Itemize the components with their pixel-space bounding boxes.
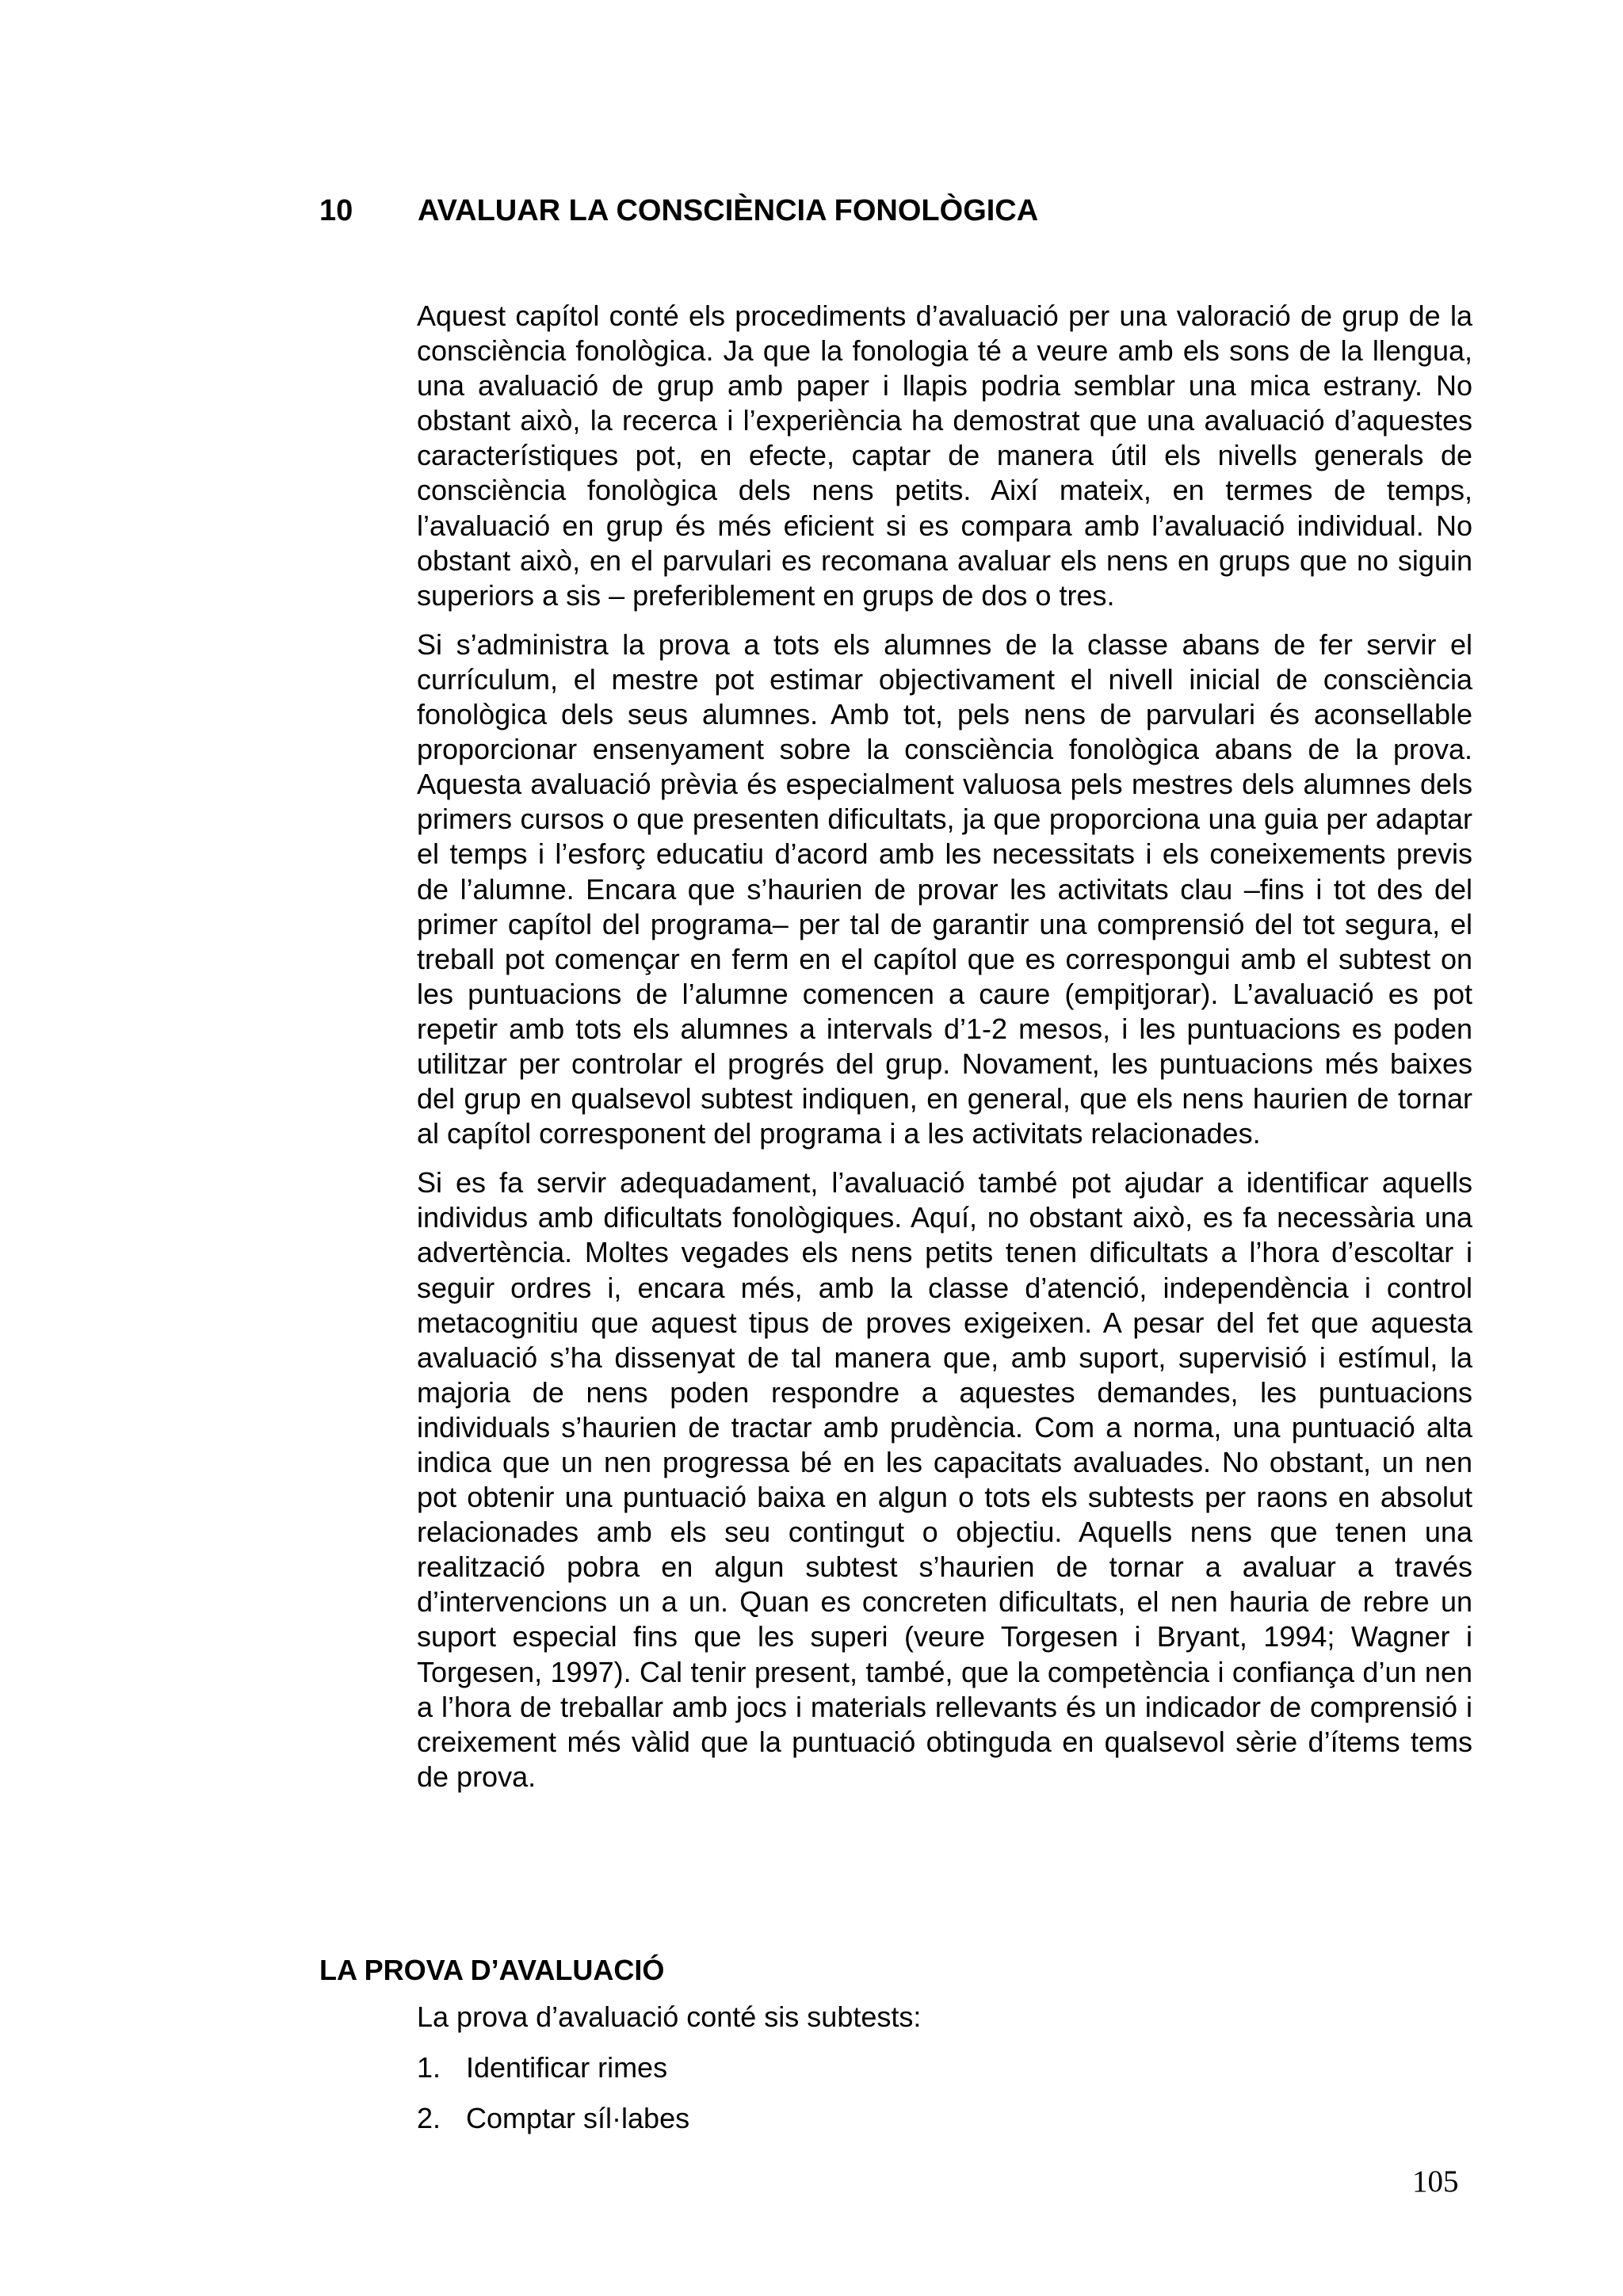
list-item-number: 1. [417,2051,441,2084]
chapter-heading [319,192,1508,230]
chapter-title: AVALUAR LA CONSCIÈNCIA FONOLÒGICA [418,194,1039,227]
chapter-body [417,299,1472,1809]
section-intro: La prova d’avaluació conté sis subtests: [417,2000,922,2033]
list-item-text: Identificar rimes [466,2051,668,2084]
paragraph: Si es fa servir adequadament, l’avaluació també pot ajudar a identificar aquells individus amb dificultats fonològiques. Aquí, no obstant això, es fa necessària una advertència. Moltes vegades els nens petits tenen dificultats a l’hora d’escoltar i seguir ordres i, encara més, amb la classe d’atenció, independència i control metacognitiu que aquest tipus de proves exigeixen. A pesar del fet que aquesta avaluació s’ha dissenyat de tal manera que, amb suport, supervisió i estímul, la majoria de nens poden respondre a aquestes demandes, les puntuacions individuals s’haurien de tractar amb prudència. Com a norma, una puntuació alta indica que un nen progressa bé en les capacitats avaluades. No obstant, un nen pot obtenir una puntuació baixa en algun o tots els subtests per raons en absolut relacionades amb els seu contingut o objectiu. Aquells nens que tenen una realització pobra en algun subtest s’haurien de tornar a avaluar a través d’intervencions un a un. Quan es concreten dificultats, el nen hauria de rebre un suport especial fins que les superi (veure Torgesen i Bryant, 1994; Wagner i Torgesen, 1997). Cal tenir present, també, que la competència i confiança d’un nen a l’hora de treballar amb jocs i materials rellevants és un indicador de comprensió i creixement més vàlid que la puntuació obtinguda en qualsevol sèrie d’ítems tems de prova. [417,1166,1472,1793]
page-number: 105 [1412,2164,1459,2199]
paragraph: Aquest capítol conté els procediments d’avaluació per una valoració de grup de la consciència fonològica. Ja que la fonologia té a veure amb els sons de la llengua, una avaluació de grup amb paper i llapis podria semblar una mica estrany. No obstant això, la recerca i l’experiència ha demostrat que una avaluació d’aquestes característiques pot, en efecte, captar de manera útil els nivells generals de consciència fonològica dels nens petits. Així mateix, en termes de temps, l’avaluació en grup és més eficient si es compara amb l’avaluació individual. No obstant això, en el parvulari es recomana avaluar els nens en grups que no siguin superiors a sis – preferiblement en grups de dos o tres. [417,299,1472,612]
subtest-list [417,2050,1472,2136]
list-item [417,2101,1472,2136]
chapter-number: 10 [319,194,353,227]
paragraph: Si s’administra la prova a tots els alumnes de la classe abans de fer servir el currículum, el mestre pot estimar objectivament el nivell inicial de consciència fonològica dels seus alumnes. Amb tot, pels nens de parvulari és aconsellable proporcionar ensenyament sobre la consciència fonològica abans de la prova. Aquesta avaluació prèvia és especialment valuosa pels mestres dels alumnes dels primers cursos o que presenten dificultats, ja que proporciona una guia per adaptar el temps i l’esforç educatiu d’acord amb les necessitats i els coneixements previs de l’alumne. Encara que s’haurien de provar les activitats clau –fins i tot des del primer capítol del programa– per tal de garantir una comprensió del tot segura, el treball pot començar en ferm en el capítol que es correspongui amb el subtest on les puntuacions de l’alumne comencen a caure (empitjorar). L’avaluació es pot repetir amb tots els alumnes a intervals d’1-2 mesos, i les puntuacions es poden utilitzar per controlar el progrés del grup. Novament, les puntuacions més baixes del grup en qualsevol subtest indiquen, en general, que els nens haurien de tornar al capítol corresponent del programa i a les activitats relacionades. [417,627,1472,1150]
list-item-number: 2. [417,2102,441,2134]
list-item [417,2050,1472,2085]
section-heading: LA PROVA D’AVALUACIÓ [319,1954,665,1986]
section-body [417,2000,1472,2152]
list-item-text: Comptar síl·labes [466,2102,690,2134]
